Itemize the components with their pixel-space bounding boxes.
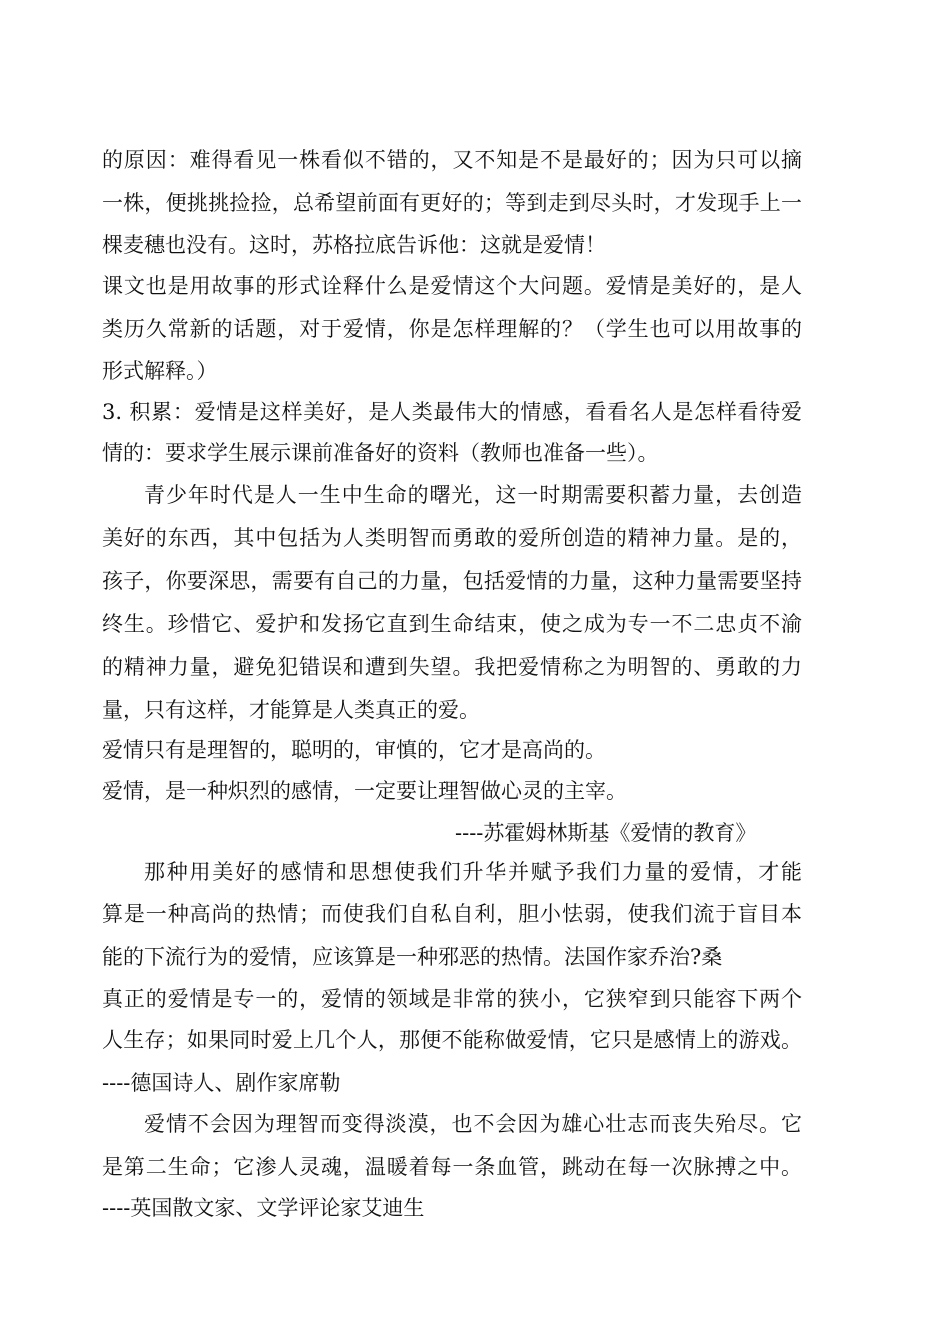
quote-line: 爱情只有是理智的，聪明的，审慎的，它才是高尚的。 [102,738,606,762]
paragraph-line: 情的：要求学生展示课前准备好的资料（教师也准备一些）。 [102,441,659,465]
quote-line: 真正的爱情是专一的，爱情的领域是非常的狭小，它狭窄到只能容下两个 [102,987,802,1011]
quote-line: 那种用美好的感情和思想使我们升华并赋予我们力量的爱情，才能 [144,860,802,884]
paragraph-line: 的原因：难得看见一株看似不错的，又不知是不是最好的；因为只可以摘 [102,148,802,172]
quote-line: 量，只有这样，才能算是人类真正的爱。 [102,698,480,722]
quote-attribution: ----德国诗人、剧作家席勒 [102,1071,341,1095]
quote-attribution: ----英国散文家、文学评论家艾迪生 [102,1196,425,1220]
quote-line: 人生存；如果同时爱上几个人，那便不能称做爱情，它只是感情上的游戏。 [102,1028,802,1052]
quote-line: 的精神力量，避免犯错误和遭到失望。我把爱情称之为明智的、勇敢的力 [102,655,802,679]
quote-line: 爱情，是一种炽烈的感情，一定要让理智做心灵的主宰。 [102,779,627,803]
quote-line: 算是一种高尚的热情；而使我们自私自利，胆小怯弱，使我们流于盲目本 [102,902,802,926]
paragraph-line: 课文也是用故事的形式诠释什么是爱情这个大问题。爱情是美好的，是人 [102,274,802,298]
paragraph-line: 类历久常新的话题，对于爱情，你是怎样理解的？（学生也可以用故事的 [102,317,802,341]
quote-line: 终生。珍惜它、爱护和发扬它直到生命结束，使之成为专一不二忠贞不渝 [102,612,802,636]
quote-line: 是第二生命；它渗人灵魂，温暖着每一条血管，跳动在每一次脉搏之中。 [102,1155,802,1179]
quote-attribution: ----苏霍姆林斯基《爱情的教育》 [455,821,757,845]
quote-line: 青少年时代是人一生中生命的曙光，这一时期需要积蓄力量，去创造 [144,483,802,507]
paragraph-line: 形式解释。） [102,359,218,383]
quote-line: 美好的东西，其中包括为人类明智而勇敢的爱所创造的精神力量。是的， [102,526,802,550]
quote-line: 孩子，你要深思，需要有自己的力量，包括爱情的力量，这种力量需要坚持 [102,569,802,593]
paragraph-line: 棵麦穗也没有。这时，苏格拉底告诉他：这就是爱情！ [102,233,606,257]
paragraph-line: 一株，便挑挑捡捡，总希望前面有更好的；等到走到尽头时，才发现手上一 [102,191,802,215]
paragraph-line: 3. 积累：爱情是这样美好，是人类最伟大的情感，看看名人是怎样看待爱 [102,400,802,424]
quote-line: 能的下流行为的爱情，应该算是一种邪恶的热情。法国作家乔治?桑 [102,945,723,969]
quote-line: 爱情不会因为理智而变得淡漠，也不会因为雄心壮志而丧失殆尽。它 [144,1112,802,1136]
